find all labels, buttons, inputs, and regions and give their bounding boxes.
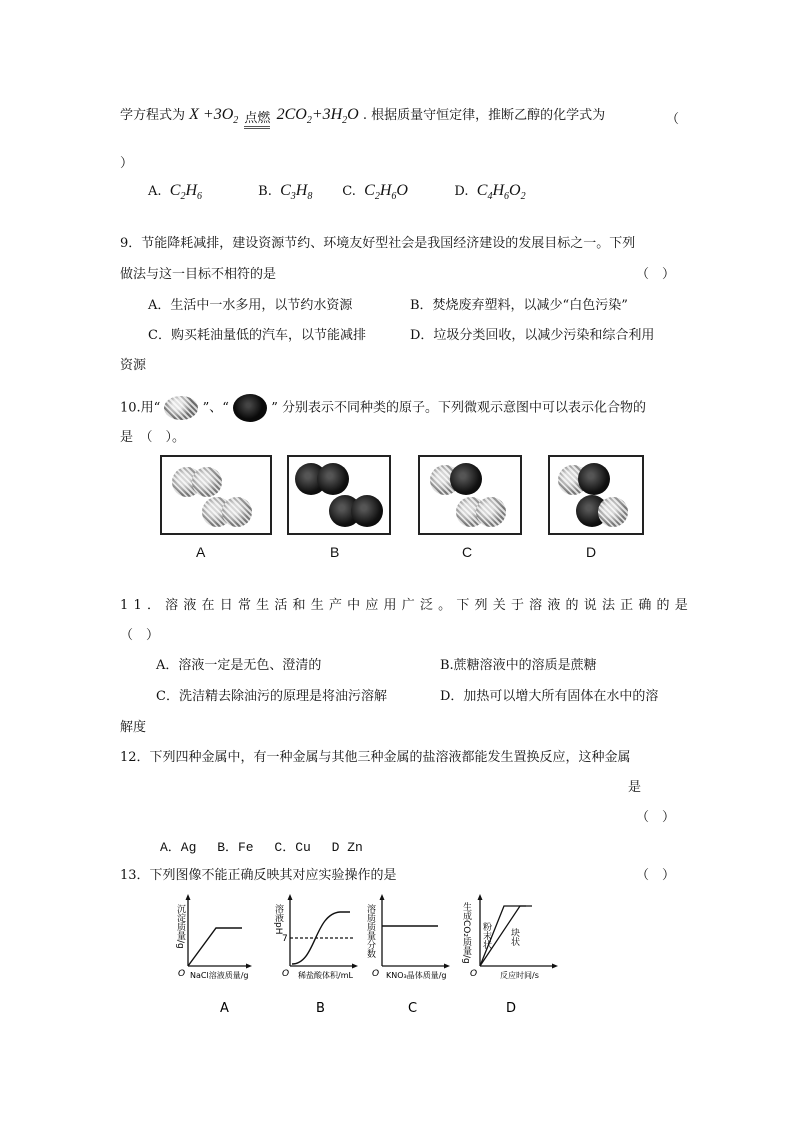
q13-line1: 13．下列图像不能正确反映其对应实验操作的是 [120,868,397,883]
q11-option-d: D．加热可以增大所有固体在水中的溶 [440,689,659,704]
q8-paren-open: （ [666,112,680,127]
q11-option-b: B.蔗糖溶液中的溶质是蔗糖 [440,658,597,673]
q8-option-c: C. $C_2H_6O$ [342,182,408,203]
graph-b [273,894,358,1016]
graph-d [461,894,558,1016]
q8-condition: 点燃 [244,107,270,129]
q8-suffix: . 根据质量守恒定律，推断乙醇的化学式为 [362,108,606,123]
atom-white-icon [164,396,198,420]
diagram-a-label: A [196,544,206,560]
q8-prefix: 学方程式为 [120,108,186,123]
q9-answer-paren: （ ） [636,267,676,282]
q11-option-d-cont: 解度 [120,720,147,735]
diagram-d-label: D [586,544,597,560]
q8-equation-line [120,104,605,126]
graph-c-origin: O [372,969,380,979]
graph-a [175,894,252,1016]
q10-line2: 是 （ ）。 [120,430,186,445]
graph-c-xlabel: KNO₃晶体质量/g [386,971,447,980]
graph-a-origin: O [178,969,186,979]
graph-b-origin: O [282,969,290,979]
q8-option-d: D. $C_4H_6O_2$ [454,182,526,203]
diagram-a [160,455,272,535]
q8-option-a: A. $C_2H_6$ [148,182,203,203]
q12-options: A．Ag B．Fe C．Cu D Zn [160,840,363,855]
q8-eq-right: $2CO_2+3H_2O$ [276,106,359,127]
graph-c-label: C [408,1001,418,1016]
graph-a-ylabel: 沉淀质量/g [175,904,185,949]
graph-a-curve [188,928,242,966]
q9-line1: 9．节能降耗减排，建设资源节约、环境友好型社会是我国经济建设的发展目标之一。下列 [120,236,636,251]
q9-option-b: B．焚烧废弃塑料，以减少“白色污染” [410,298,628,313]
graph-a-xlabel: NaCl溶液质量/g [190,971,249,980]
diagram-c [418,455,522,535]
q11-option-a: A．溶液一定是无色、澄清的 [156,658,322,673]
graph-d-curve2-label: 块状 [509,928,519,946]
diagram-b [287,455,391,535]
diagram-d [548,455,644,535]
graph-a-label: A [220,1001,229,1016]
graph-c [365,894,450,1016]
graph-d-curve1-label: 粉末状 [481,922,491,949]
q8-options [148,182,526,202]
q13-answer-paren: （ ） [636,868,676,883]
graph-b-xlabel: 稀盐酸体积/mL [298,971,353,980]
diagram-c-label: C [462,544,473,560]
graph-d-origin: O [470,969,478,979]
q8-eq-left: $X +3O_2$ [189,106,239,127]
graph-d-ylabel: 生成CO₂质量/g [461,902,471,964]
q12-line1: 12．下列四种金属中，有一种金属与其他三种金属的盐溶液都能发生置换反应，这种金属 [120,750,631,765]
q9-option-c: C．购买耗油量低的汽车，以节能减排 [148,328,366,343]
q8-paren-close: ） [120,156,134,171]
graph-b-mark: 7 [282,934,288,944]
q9-option-d: D．垃圾分类回收，以减少污染和综合利用 [410,328,655,343]
q9-option-a: A．生活中一水多用，以节约水资源 [148,298,353,313]
q11-line1: 11．溶液在日常生活和生产中应用广泛。下列关于溶液的说法正确的是 [120,598,693,613]
graph-d-xlabel: 反应时间/s [500,971,539,980]
q8-option-b: B. $C_3H_8$ [258,182,313,203]
q12-line2: 是 [628,780,642,795]
q9-line2: 做法与这一目标不相符的是 [120,267,277,282]
q12-answer-paren: （ ） [636,810,676,825]
graph-c-ylabel: 溶质质量分数 [365,904,375,958]
q9-option-d-cont: 资源 [120,358,147,373]
atom-black-icon [233,394,267,422]
q11-answer-paren: （ ） [120,628,160,643]
diagram-b-label: B [330,544,340,560]
graph-b-ylabel: 溶液pH [273,904,283,935]
q13-graphs [170,892,570,1022]
q10-line1: 10.用“ ”、“ ” 分别表示不同种类的原子。下列微观示意图中可以表示化合物的 [120,394,646,422]
graph-d-label: D [506,1001,517,1016]
q11-option-c: C．洗洁精去除油污的原理是将油污溶解 [156,689,387,704]
graph-b-label: B [316,1001,325,1016]
